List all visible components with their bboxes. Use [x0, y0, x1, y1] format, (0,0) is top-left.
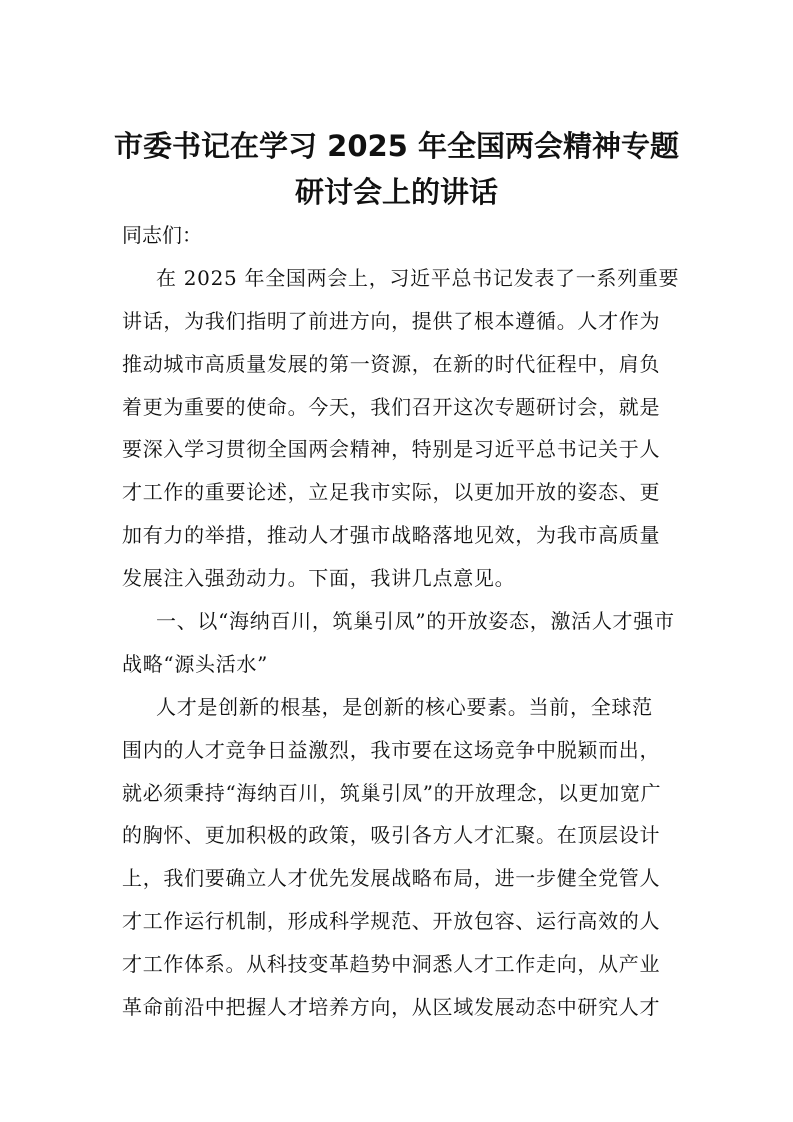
body-line: 发展注入强劲动力。下面，我讲几点意见。	[122, 566, 516, 591]
body-line: 讲话，为我们指明了前进方向，提供了根本遵循。人才作为	[122, 308, 661, 333]
body-line: 才工作的重要论述，立足我市实际，以更加开放的姿态、更	[122, 480, 661, 505]
section-heading-line: 一、以“海纳百川，筑巢引凤”的开放姿态，激活人才强市	[156, 609, 675, 634]
body-line: 就必须秉持“海纳百川，筑巢引凤”的开放理念，以更加宽广	[122, 780, 662, 805]
body-line: 在 2025 年全国两会上，习近平总书记发表了一系列重要	[156, 265, 680, 290]
document-title-line-1: 市委书记在学习 2025 年全国两会精神专题	[114, 129, 679, 163]
body-line: 人才是创新的根基，是创新的核心要素。当前，全球范	[156, 694, 653, 719]
body-line: 加有力的举措，推动人才强市战略落地见效，为我市高质量	[122, 523, 661, 548]
body-line: 围内的人才竞争日益激烈，我市要在这场竞争中脱颖而出，	[122, 737, 661, 762]
body-line: 着更为重要的使命。今天，我们召开这次专题研讨会，就是	[122, 394, 661, 419]
body-line: 推动城市高质量发展的第一资源，在新的时代征程中，肩负	[122, 351, 661, 376]
body-line: 要深入学习贯彻全国两会精神，特别是习近平总书记关于人	[122, 437, 661, 462]
body-line: 才工作体系。从科技变革趋势中洞悉人才工作走向，从产业	[122, 952, 661, 977]
body-line: 才工作运行机制，形成科学规范、开放包容、运行高效的人	[122, 909, 661, 934]
body-line: 革命前沿中把握人才培养方向，从区域发展动态中研究人才	[122, 995, 661, 1020]
body-line: 上，我们要确立人才优先发展战略布局，进一步健全党管人	[122, 866, 661, 891]
greeting: 同志们：	[122, 223, 202, 247]
section-heading-line: 战略“源头活水”	[122, 651, 269, 676]
body-line: 的胸怀、更加积极的政策，吸引各方人才汇聚。在顶层设计	[122, 823, 661, 848]
document-body	[122, 214, 682, 1029]
document-title-line-2: 研讨会上的讲话	[294, 175, 498, 209]
